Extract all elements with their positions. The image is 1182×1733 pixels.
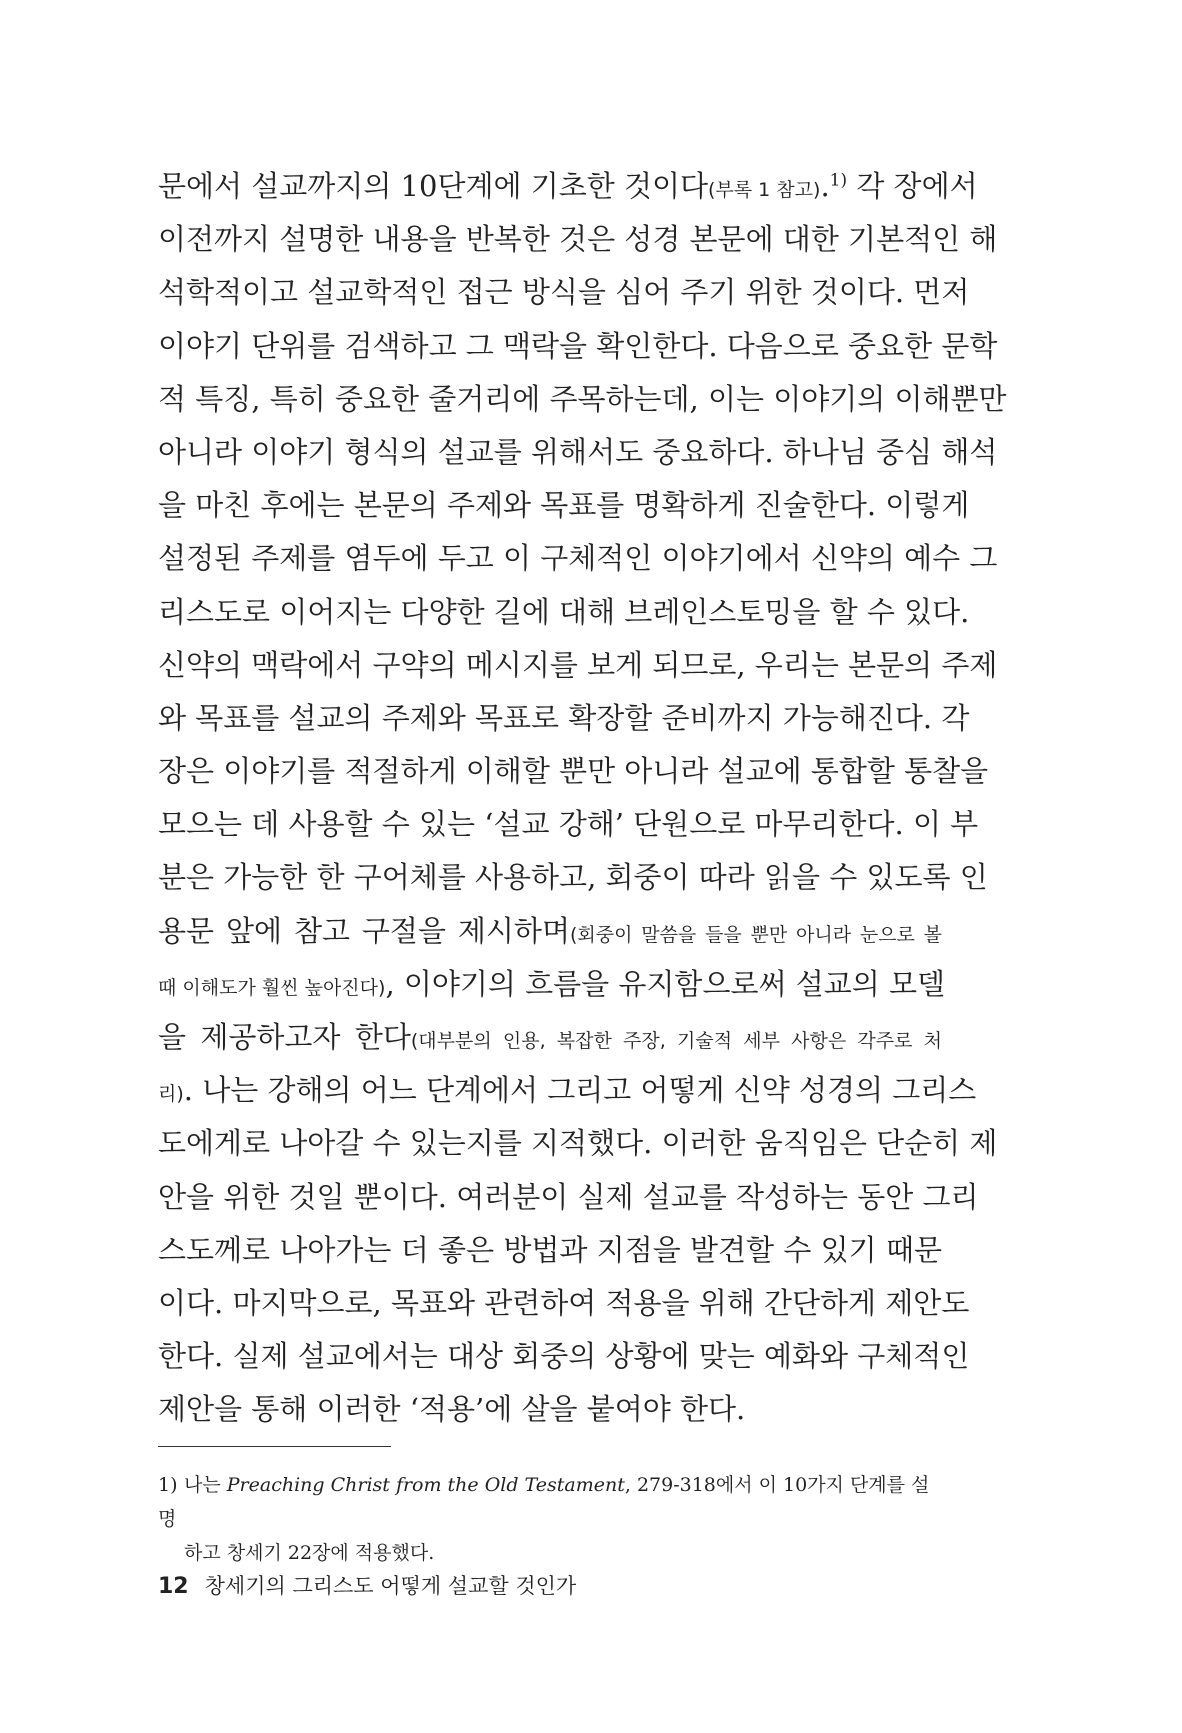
text-line: [158, 373, 1007, 426]
line-text: 용문 앞에 참고 구절을 제시하며: [158, 913, 570, 948]
footnote-text-end: , 279-318에서 이 10가지 단계를 설명: [158, 1474, 930, 1530]
footnote-divider: [158, 1446, 391, 1447]
parenthetical-note: 때 이해도가 훨씬 높아진다): [158, 976, 386, 999]
line-text: 한다. 실제 설교에서는 대상 회중의 상황에 맞는 예화와 구체적인: [158, 1339, 970, 1374]
text-line: [158, 586, 970, 639]
line-text: . 나는 강해의 어느 단계에서 그리고 어떻게 신약 성경의 그리스: [183, 1073, 977, 1108]
page-footer: [158, 1570, 576, 1600]
text-line: [158, 1383, 942, 1436]
parenthetical-note: (회중이 말씀을 들을 뿐만 아니라 눈으로 볼: [569, 923, 942, 946]
footnote-line-2: 하고 창세기 22장에 적용했다.: [184, 1542, 435, 1564]
text-line: [158, 851, 988, 904]
text-line: [158, 320, 998, 373]
line-text: 아니라 이야기 형식의 설교를 위해서도 중요하다. 하나님 중심 해석: [158, 434, 998, 469]
line-text: 제안을 통해 이러한 ‘적용’에 살을 붙여야 한다.: [158, 1392, 746, 1427]
text-line: [158, 1117, 998, 1170]
line-text: 이다. 마지막으로, 목표와 관련하여 적용을 위해 간단하게 제안도: [158, 1285, 970, 1320]
parenthetical-note: (대부분의 인용, 복잡한 주장, 기술적 세부 사항은 각주로 처: [410, 1030, 942, 1052]
text-line: [158, 798, 979, 851]
line-text: 분은 가능한 한 구어체를 사용하고, 회중이 따라 읽을 수 있도록 인: [158, 860, 988, 895]
line-text: 안을 위한 것일 뿐이다. 여러분이 실제 설교를 작성하는 동안 그리: [158, 1179, 979, 1214]
line-text: 장은 이야기를 적절하게 이해할 뿐만 아니라 설교에 통합할 통찰을: [158, 754, 989, 789]
text-line: [158, 692, 970, 745]
text-line: [158, 1330, 970, 1383]
text-line: [158, 1011, 942, 1064]
line-text: 스도께로 나아가는 더 좋은 방법과 지점을 발견할 수 있기 때문: [158, 1232, 942, 1267]
line-text: 와 목표를 설교의 주제와 목표로 확장할 준비까지 가능해진다. 각: [158, 700, 970, 735]
line-text: 문에서 설교까지의 10단계에 기초한 것이다: [158, 169, 709, 203]
parenthetical-note: 리): [158, 1083, 184, 1106]
line-text: 을 제공하고자 한다: [158, 1020, 411, 1054]
line-text: 을 마친 후에는 본문의 주제와 목표를 명확하게 진술한다. 이렇게: [158, 488, 970, 523]
text-line: [158, 1224, 942, 1277]
line-text: 적 특징, 특히 중요한 줄거리에 주목하는데, 이는 이야기의 이해뿐만: [158, 381, 1007, 416]
text-line: [158, 532, 998, 585]
text-line: [158, 745, 989, 798]
line-text: 이야기 단위를 검색하고 그 맥락을 확인한다. 다음으로 중요한 문학: [158, 328, 998, 363]
line-text: .: [820, 169, 830, 203]
text-line: [158, 479, 970, 532]
line-text: 이전까지 설명한 내용을 반복한 것은 성경 본문에 대한 기본적인 해: [158, 222, 998, 257]
parenthetical-note: (부록 1 참고): [708, 179, 821, 201]
footnote-marker: 1): [158, 1474, 178, 1496]
line-text: 모으는 데 사용할 수 있는 ‘설교 강해’ 단원으로 마무리한다. 이 부: [158, 807, 979, 842]
line-text: 리스도로 이어지는 다양한 길에 대해 브레인스토밍을 할 수 있다.: [158, 594, 970, 629]
line-text: , 이야기의 흐름을 유지함으로써 설교의 모델: [385, 966, 945, 1001]
footnote-text-start: 나는: [184, 1474, 227, 1496]
line-text: 설정된 주제를 염두에 두고 이 구체적인 이야기에서 신약의 예수 그: [158, 541, 998, 576]
running-title: 창세기의 그리스도 어떻게 설교할 것인가: [204, 1574, 577, 1598]
text-line: [158, 1064, 977, 1117]
line-text: 도에게로 나아갈 수 있는지를 지적했다. 이러한 움직임은 단순히 제: [158, 1126, 998, 1161]
footnote: [158, 1468, 942, 1570]
text-line: [158, 266, 970, 319]
page-number: 12: [158, 1574, 189, 1599]
line-text: 각 장에서: [847, 169, 978, 203]
text-line: [158, 958, 945, 1011]
text-line: [158, 905, 942, 958]
text-line: [158, 1171, 979, 1224]
text-line: [158, 213, 998, 266]
line-text: 신약의 맥락에서 구약의 메시지를 보게 되므로, 우리는 본문의 주제: [158, 647, 998, 682]
line-text: 석학적이고 설교학적인 접근 방식을 심어 주기 위한 것이다. 먼저: [158, 275, 970, 310]
text-line: [158, 160, 978, 213]
text-line: [158, 1277, 970, 1330]
text-line: [158, 639, 998, 692]
body-paragraph: [158, 160, 1007, 1437]
text-line: [158, 426, 998, 479]
footnote-book-title: Preaching Christ from the Old Testament: [226, 1474, 625, 1496]
footnote-reference: 1): [829, 170, 848, 191]
